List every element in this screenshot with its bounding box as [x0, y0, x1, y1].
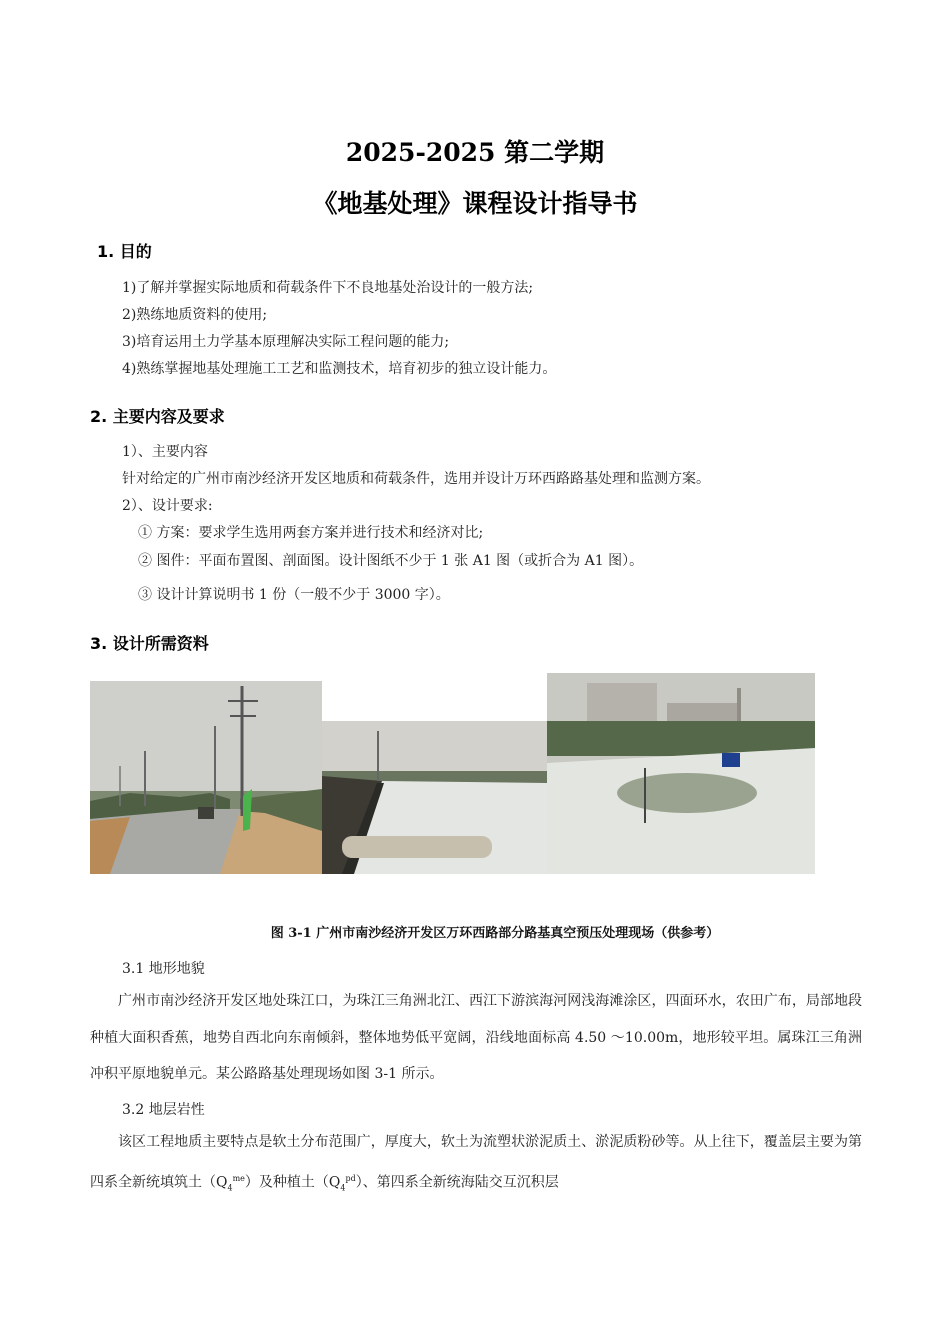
section1-item: 2)熟练地质资料的使用;: [122, 307, 268, 323]
section2-req: ② 图件：平面布置图、剖面图。设计图纸不少于 1 张 A1 图（或折合为 A1 图）。: [138, 553, 644, 569]
section1-heading: 1. 目的: [97, 242, 152, 261]
doc-title-main: 《地基处理》课程设计指导书: [312, 189, 638, 218]
section2-req: ③ 设计计算说明书 1 份（一般不少于 3000 字）。: [138, 587, 450, 603]
figure-caption: 图 3-1 广州市南沙经济开发区万环西路部分路基真空预压处理现场（供参考）: [270, 926, 720, 941]
subsection-31-paragraph: 广州市南沙经济开发区地处珠江口，为珠江三角洲北江、西江下游滨海河网浅海滩涂区，四面环水，农田广布，局部地段种植大面积香蕉，地势自西北向东南倾斜，整体地势低平宽阔，沿线地面标高 4.50 ～10.00m，地形较平坦。属珠江三角洲冲积平原地貌单元。某公路路基处理现场如图 3-1 所示。: [90, 993, 862, 1082]
site-photo-road: [90, 681, 322, 874]
section1-item: 4)熟练掌握地基处理施工工艺和监测技术，培育初步的独立设计能力。: [122, 361, 557, 377]
subsection-32-paragraph: [90, 1124, 862, 1206]
section3-heading: 3. 设计所需资料: [90, 634, 209, 653]
section2-content: 针对给定的广州市南沙经济开发区地质和荷载条件，选用并设计万环西路路基处理和监测方案。: [122, 471, 710, 487]
section2-sub1: 1）、主要内容: [122, 444, 208, 460]
section1-item: 3)培育运用土力学基本原理解决实际工程问题的能力;: [122, 334, 450, 350]
site-photo-vacuum-preloading: [547, 673, 815, 874]
subsection-32-heading: 3.2 地层岩性: [122, 1102, 205, 1118]
site-photo-geotextile: [322, 721, 547, 874]
doc-title-term: 2025-2025 第二学期: [345, 138, 605, 167]
section2-req: ① 方案：要求学生选用两套方案并进行技术和经济对比;: [138, 525, 484, 541]
q1-subscript: 4: [227, 1182, 233, 1192]
subsection-31-heading: 3.1 地形地貌: [122, 961, 205, 977]
para32-text-a: 该区工程地质主要特点是软土分布范围广，厚度大，软土为流塑状淤泥质土、淤泥质粉砂等。从上往下，覆盖层主要为第四系全新统填筑土（Q: [90, 1134, 862, 1191]
q2-superscript: pd: [345, 1173, 356, 1183]
para32-text-b: ）及种植土（Q: [244, 1174, 341, 1191]
section2-sub2: 2）、设计要求:: [122, 498, 213, 514]
q1-superscript: me: [232, 1173, 245, 1183]
section2-heading: 2. 主要内容及要求: [90, 407, 225, 426]
para32-text-c: ）、第四系全新统海陆交互沉积层: [355, 1174, 559, 1191]
section1-item: 1)了解并掌握实际地质和荷载条件下不良地基处治设计的一般方法;: [122, 280, 534, 296]
q2-subscript: 4: [340, 1182, 346, 1192]
